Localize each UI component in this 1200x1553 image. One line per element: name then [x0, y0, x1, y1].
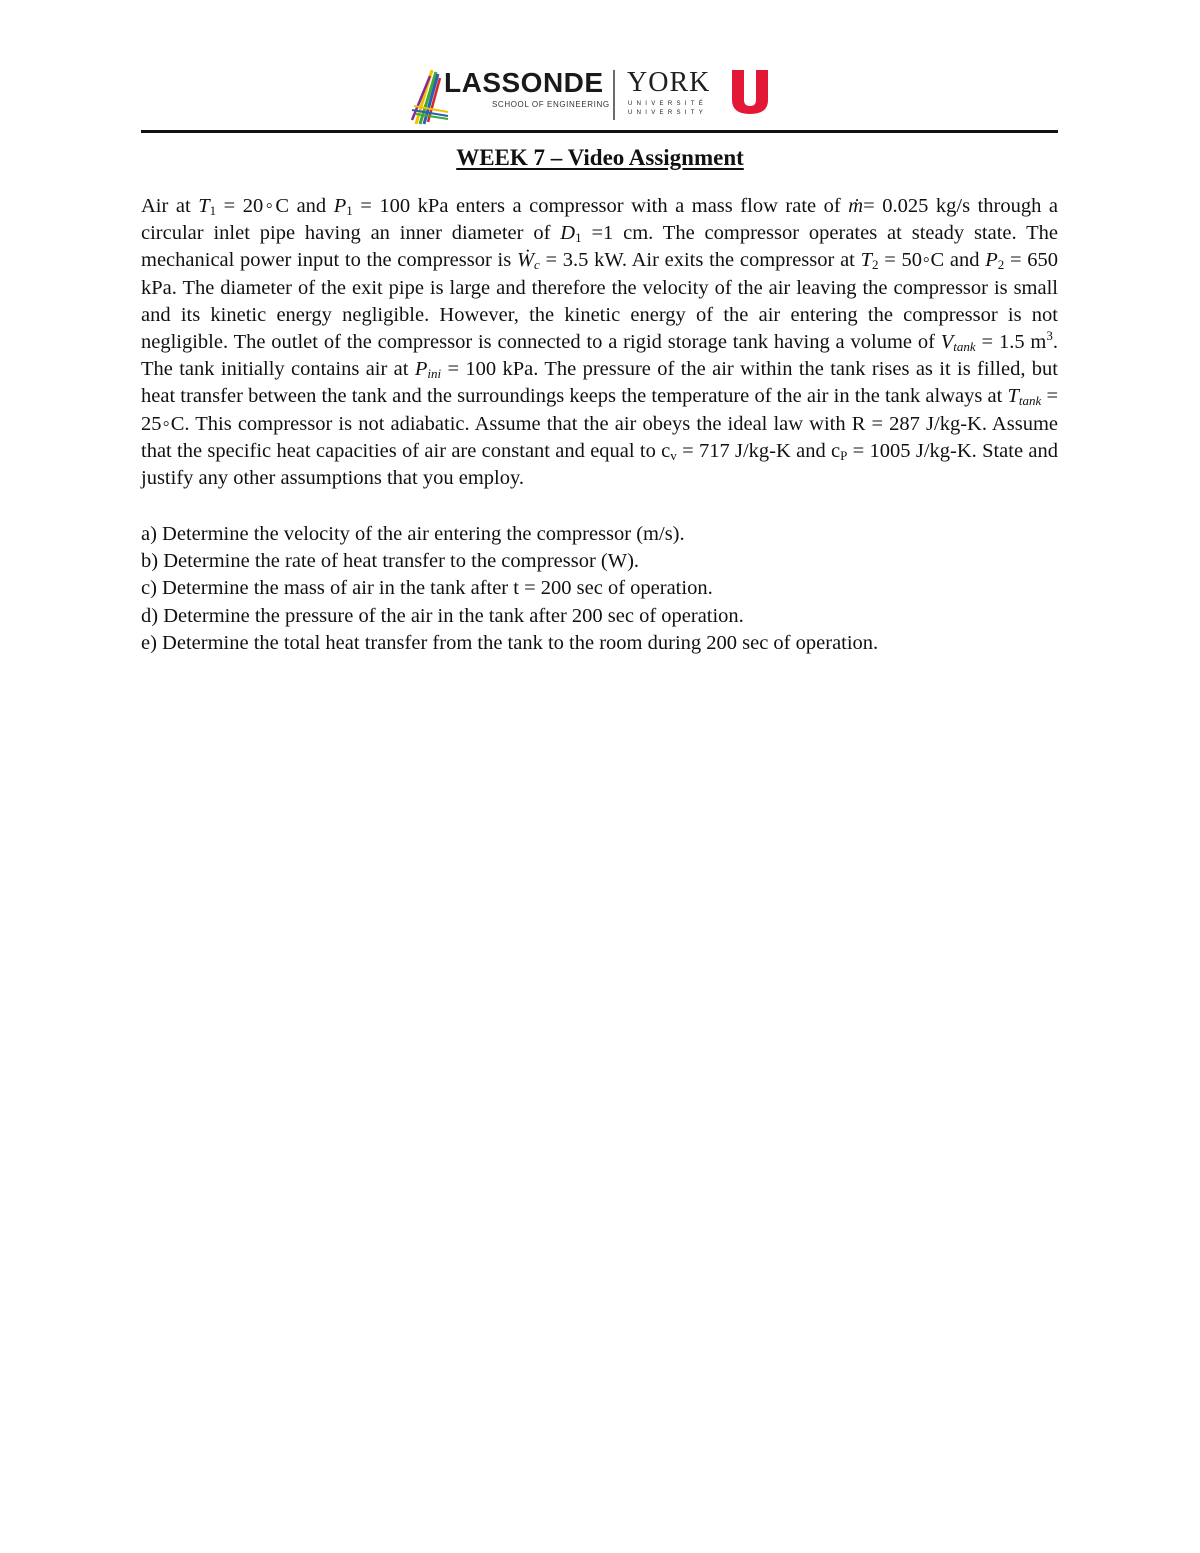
question-c: c) Determine the mass of air in the tank after t = 200 sec of operation. — [141, 577, 713, 600]
lassonde-subtitle: SCHOOL OF ENGINEERING — [492, 100, 610, 109]
page-title-text: WEEK 7 – Video Assignment — [456, 145, 744, 170]
problem-statement: Air at $T_1$ = 20◦C and $P_1 = 100$ kPa enters a compressor with a mass flow rate of ṁ= 0.025 kg/s through a circular inlet pipe having an inner diameter of $D_1 =1$ cm. The compressor operates at steady state. The mechanical power input to the compressor is Ẇ$_c$ = 3.5 kW. Air exits the compressor at $T_2$ = 50◦C and $P_2 = 650$ kPa. The diameter of the exit pipe is large and therefore the velocity of the air leaving the compressor is small and its kinetic energy negligible. However, the kinetic energy of the air entering the compressor is not negligible. The outlet of the compressor is connected to a rigid storage tank having a volume of $V_{tank} = 1.5$ $m^3$. The tank initially contains air at $P_{ini} = 100$ kPa. The pressure of the air within the tank rises as it is filled, but heat transfer between the tank and the surroundings keeps the temperature of the air in the tank always at $T_{tank}$ = 25◦C. This compressor is not adiabatic. Assume that the air obeys the ideal law with R = 287 J/kg-K. Assume that the specific heat capacities of air are constant and equal to $c_v = 717$ J/kg-K and $c_P = 1005$ J/kg-K. State and justify any other assumptions that you employ. — [141, 195, 1059, 490]
header-logos — [410, 66, 770, 128]
york-u-icon — [730, 68, 770, 116]
page-title — [0, 143, 1200, 173]
logo-divider — [613, 70, 615, 120]
question-d: d) Determine the pressure of the air in the tank after 200 sec of operation. — [141, 604, 744, 627]
question-a: a) Determine the velocity of the air entering the compressor (m/s). — [141, 523, 685, 545]
header-rule — [141, 130, 1058, 133]
york-subtitle-en: UNIVERSITY — [628, 110, 708, 116]
york-wordmark: YORK — [627, 67, 711, 98]
lassonde-wordmark: LASSONDE — [444, 67, 604, 98]
york-subtitle-fr: UNIVERSITÉ — [628, 101, 708, 107]
question-list — [141, 521, 1058, 657]
question-b: b) Determine the rate of heat transfer to the compressor (W). — [141, 550, 640, 573]
question-e: e) Determine the total heat transfer from the tank to the room during 200 sec of operation. — [141, 631, 879, 654]
